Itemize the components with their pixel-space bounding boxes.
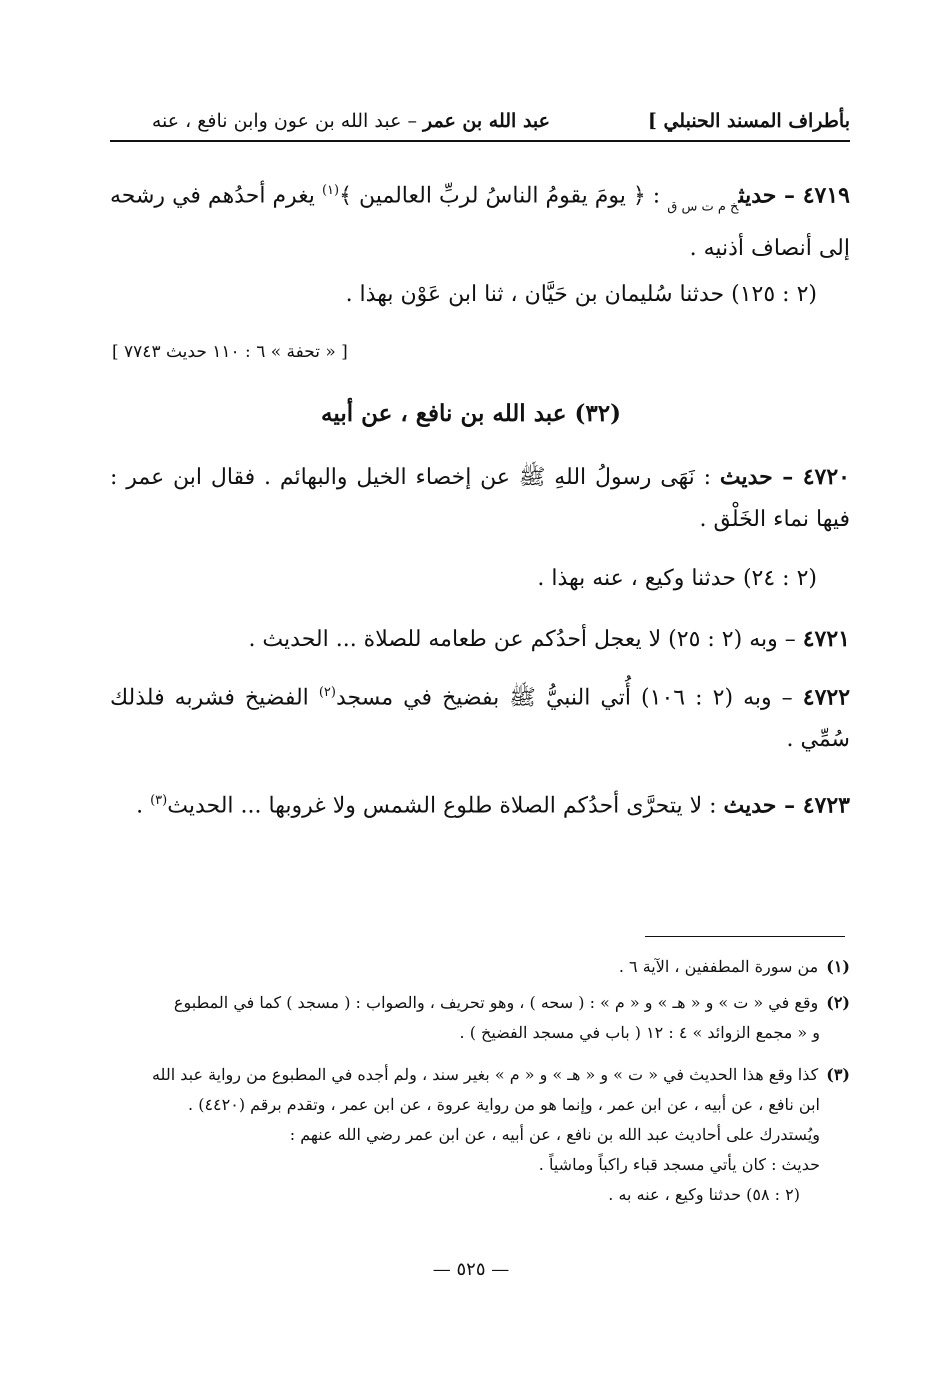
footnote-text-line3: ويُستدرك على أحاديث عبد الله بن نافع ، عن أبيه ، عن ابن عمر رضي الله عنهم : bbox=[289, 1125, 820, 1144]
footnote-number: (٢) bbox=[826, 993, 850, 1012]
hadith-number: ٤٧٢١ bbox=[802, 626, 850, 652]
footnote-text: كذا وقع هذا الحديث في « ت » و « هـ » و « م » بغير سند ، ولم أجده في المطبوع من رواية عبد الله bbox=[151, 1065, 819, 1084]
footnote-number: (١) bbox=[826, 957, 850, 976]
footnote-number: (٣) bbox=[826, 1065, 850, 1084]
hadith-text: : ﴿ يومَ يقومُ الناسُ لربِّ العالمين ﴾ bbox=[339, 183, 668, 209]
hadith-4722 bbox=[110, 672, 850, 761]
header-chapter bbox=[152, 110, 550, 132]
hadith-text-cont: يغرم أحدُهم في رشحه إلى أنصاف أذنيه . bbox=[110, 183, 850, 262]
header-chapter-rest: – عبد الله بن عون وابن نافع ، عنه bbox=[151, 110, 423, 132]
hadith-keyword: – حديث bbox=[738, 182, 803, 209]
hadith-keyword: – حديث bbox=[723, 792, 803, 819]
footnote-3 bbox=[110, 1060, 850, 1210]
hadith-4721 bbox=[110, 618, 850, 661]
hadith-text: – وبه (٢ : ٢٥) لا يعجل أحدُكم عن طعامه للصلاة ... الحديث . bbox=[248, 627, 803, 652]
footnote-marker: (٢) bbox=[318, 685, 336, 700]
footnote-2 bbox=[110, 988, 850, 1048]
footnote-text: من سورة المطففين ، الآية ٦ . bbox=[618, 957, 819, 976]
footnote-1 bbox=[110, 952, 850, 982]
hadith-number: ٤٧٢٣ bbox=[802, 792, 850, 819]
footnote-marker: (٣) bbox=[150, 793, 168, 808]
hadith-number: ٤٧١٩ bbox=[802, 182, 850, 209]
running-header bbox=[110, 104, 850, 142]
sigla-note: خ م ت س ق bbox=[667, 199, 739, 215]
hadith-text: : نَهَى رسولُ اللهِ ﷺ عن إخصاء الخيل والبهائم . فقال ابن عمر : فيها نماء الخَلْق . bbox=[110, 465, 850, 532]
footnote-text-line2: ابن نافع ، عن أبيه ، عن ابن عمر ، وإنما هو من رواية عروة ، عن ابن عمر ، وتقدم برقم (٤٤٢٠) . bbox=[188, 1095, 820, 1114]
footnote-marker: (١) bbox=[321, 183, 340, 198]
hadith-text-cont: . bbox=[136, 793, 151, 819]
page-number: — ٥٢٥ — bbox=[432, 1259, 510, 1280]
footnote-separator bbox=[645, 936, 845, 937]
hadith-4723 bbox=[110, 780, 850, 827]
hadith-4719-source: (٢ : ١٢٥) حدثنا سُليمان بن حَيَّان ، ثنا ابن عَوْن بهذا . bbox=[345, 282, 817, 307]
hadith-number: ٤٧٢٠ bbox=[802, 464, 850, 490]
footnote-text-line4: حديث : كان يأتي مسجد قباء راكباً وماشياً . bbox=[538, 1155, 820, 1174]
hadith-text: – وبه (٢ : ١٠٦) أُتي النبيُّ ﷺ بفضيخ في مسجد bbox=[335, 685, 803, 711]
hadith-keyword: – حديث bbox=[719, 464, 803, 490]
header-book-title: بأطراف المسند الحنبلي ] bbox=[647, 110, 850, 132]
hadith-text: : لا يتحرَّى أحدُكم الصلاة طلوع الشمس ولا غروبها ... الحديث bbox=[167, 793, 724, 819]
footnote-text: وقع في « ت » و « هـ » و « م » : ( سحه ) ، وهو تحريف ، والصواب : ( مسجد ) كما في المطبوع bbox=[173, 993, 819, 1012]
header-chapter-bold: عبد الله بن عمر bbox=[423, 110, 550, 132]
hadith-4720 bbox=[110, 456, 850, 541]
tuhfa-reference: [ « تحفة » ٦ : ١١٠ حديث ٧٧٤٣ ] bbox=[112, 342, 348, 362]
section-heading: (٣٢) عبد الله بن نافع ، عن أبيه bbox=[321, 400, 621, 427]
hadith-number: ٤٧٢٢ bbox=[802, 684, 851, 711]
footnote-text-cont: و « مجمع الزوائد » ٤ : ١٢ ( باب في مسجد الفضيخ ) . bbox=[459, 1023, 820, 1042]
footnote-text-line5: (٢ : ٥٨) حدثنا وكيع ، عنه به . bbox=[608, 1185, 800, 1204]
hadith-text-cont: الفضيخ فشربه فلذلك سُمِّي . bbox=[110, 685, 850, 753]
hadith-4720-source: (٢ : ٢٤) حدثنا وكيع ، عنه بهذا . bbox=[537, 566, 817, 591]
hadith-4719 bbox=[110, 170, 850, 270]
